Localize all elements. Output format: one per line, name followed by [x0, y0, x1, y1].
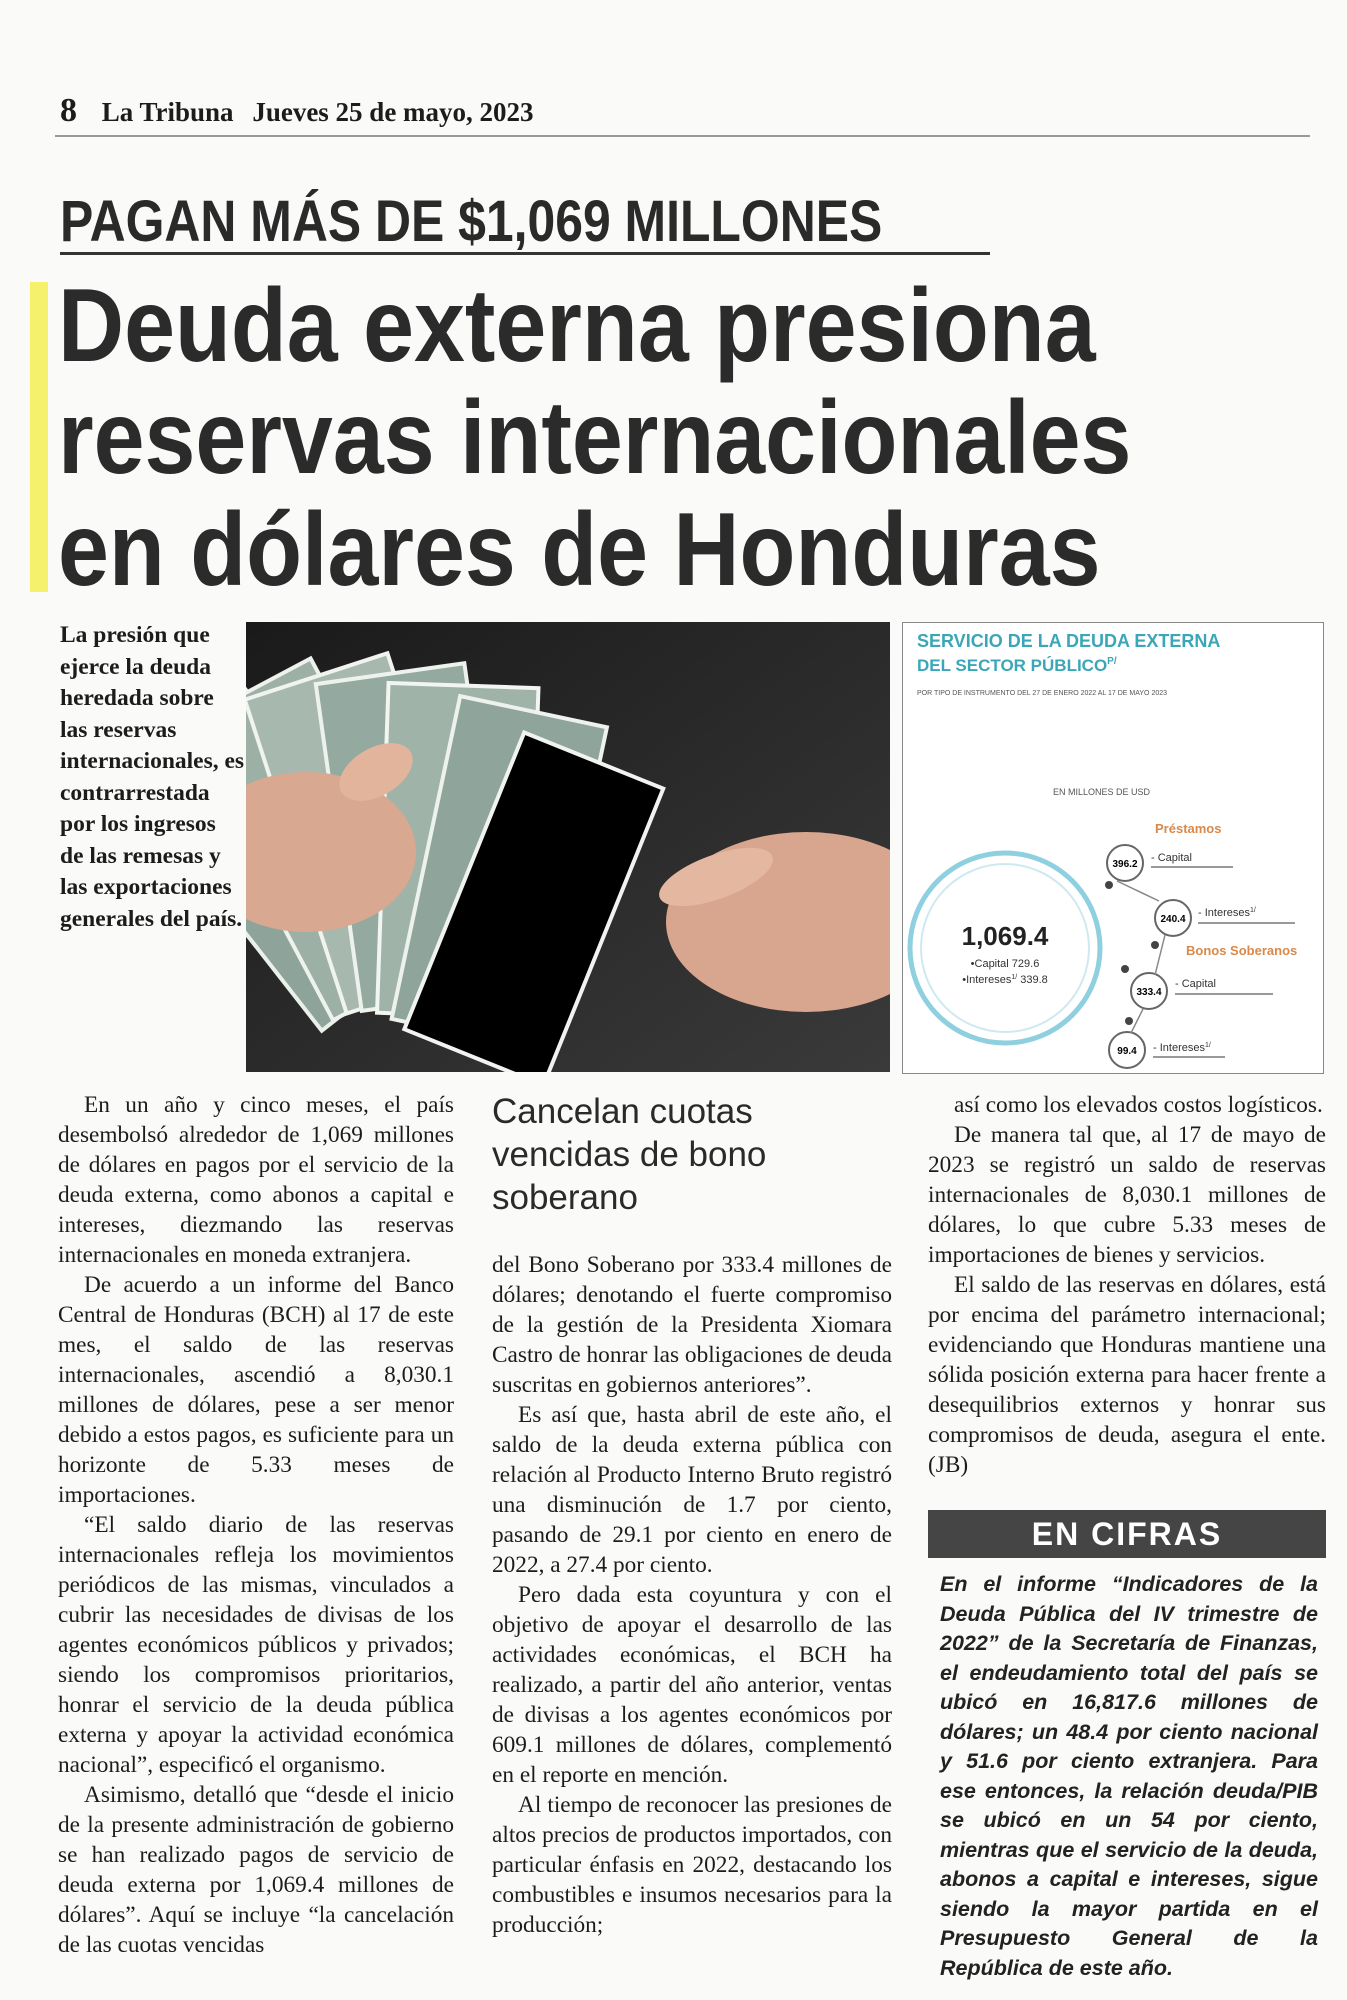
paragraph: De manera tal que, al 17 de mayo de 2023 se registró un saldo de reservas internacionales de 8,030.1 millones de dólares, lo que cubre 5.33 meses de importaciones de bienes y servicios. [928, 1122, 1326, 1268]
article-column-3 [928, 1090, 1326, 1480]
masthead-rule [55, 135, 1310, 137]
total-capital: •Capital 729.6 [970, 958, 1040, 970]
prestamos-intereses-label: - Intereses$^{1/}$ [1198, 907, 1256, 919]
deck-summary: La presión que ejerce la deuda heredada sobre las reservas internacionales, es contrarrestada por los ingresos de las remesas y las exportaciones generales del país. [60, 622, 245, 932]
article-column-1 [58, 1090, 454, 1960]
prestamos-label: Préstamos [1155, 821, 1222, 836]
paragraph: así como los elevados costos logísticos. [954, 1092, 1323, 1118]
page-number: 8 [60, 92, 77, 129]
paragraph: En un año y cinco meses, el país desembolsó alrededor de 1,069 millones de dólares en pagos por el servicio de la deuda externa, como abonos a capital e intereses, diezmando las reservas internacionales en moneda extranjera. [58, 1092, 454, 1268]
article-column-2 [492, 1250, 892, 1940]
bonos-capital-value: 333.4 [1136, 987, 1162, 998]
total-value: 1,069.4 [961, 921, 1049, 951]
bonos-intereses-value: 99.4 [1117, 1046, 1137, 1057]
bonos-capital-label: - Capital [1175, 978, 1216, 990]
prestamos-intereses-value: 240.4 [1160, 914, 1186, 925]
total-intereses: •Intereses$^{1/}$ 339.8 [962, 974, 1048, 986]
bonos-label: Bonos Soberanos [1186, 943, 1298, 958]
paragraph: Al tiempo de reconocer las presiones de altos precios de productos importados, con particular énfasis en 2022, destacando los combustibles e insumos necesarios para la producción; [492, 1792, 892, 1938]
publication-name: La Tribuna [101, 97, 234, 127]
headline [58, 270, 1338, 606]
masthead [60, 92, 1300, 132]
paragraph: De acuerdo a un informe del Banco Central de Honduras (BCH) al 17 de este mes, el saldo de las reservas internacionales, ascendió a 8,030.1 millones de dólares, pese a ser menor debido a estos pagos, es suficiente para un horizonte de 5.33 meses de importaciones. [58, 1272, 454, 1508]
graphic-title-1: SERVICIO DE LA DEUDA EXTERNA [917, 631, 1221, 651]
headline-line-1: Deuda externa presiona [58, 268, 1096, 384]
prestamos-capital-value: 396.2 [1112, 859, 1138, 870]
graphic-units: EN MILLONES DE USD [1053, 787, 1151, 797]
en-cifras-title: EN CIFRAS [928, 1510, 1326, 1558]
paragraph: “El saldo diario de las reservas internacionales refleja los movimientos periódicos de las mismas, vinculados a cubrir las necesidades de divisas de los agentes económicos públicos y privados; siendo los compromisos prioritarios, honrar el servicio de la deuda pública externa y apoyar la actividad económica nacional”, especificó el organismo. [58, 1512, 454, 1778]
highlighter-mark [30, 282, 48, 592]
paragraph: Asimismo, detalló que “desde el inicio de la presente administración de gobierno se han realizado pagos de servicio de deuda externa por 1,069.4 millones de dólares”. Aquí se incluye “la cancelación de las cuotas vencidas [58, 1782, 454, 1958]
en-cifras-text: En el informe “Indicadores de la Deuda Pública del IV trimestre de 2022” de la Secretaría de Finanzas, el endeudamiento total del país se ubicó en 16,817.6 millones de dólares; un 48.4 por ciento nacional y 51.6 por ciento extranjera. Para ese entonces, la relación deuda/PIB se ubicó en un 54 por ciento, mientras que el servicio de la deuda, abonos a capital e intereses, sigue siendo la mayor partida en el Presupuesto General de la República de este año. [940, 1572, 1318, 1980]
kicker: PAGAN MÁS DE $1,069 MILLONES [60, 189, 883, 254]
headline-line-2: reservas internacionales [58, 380, 1132, 496]
graphic-title-2: DEL SECTOR $PÚBLICO^{P/}$ [917, 656, 1117, 675]
issue-date: Jueves 25 de mayo, 2023 [252, 97, 534, 127]
paragraph: Es así que, hasta abril de este año, el saldo de la deuda externa pública con relación al Producto Interno Bruto registró una disminución de 1.7 por ciento, pasando de 29.1 por ciento en enero de 2022, a 27.4 por ciento. [492, 1402, 892, 1578]
paragraph: El saldo de las reservas en dólares, está por encima del parámetro internacional; evidenciando que Honduras mantiene una sólida posición externa para hacer frente a desequilibrios externos y honrar sus compromisos de deuda, asegura el ente. (JB) [928, 1272, 1326, 1478]
dollar-bills-illustration [246, 622, 890, 1072]
bonos-intereses-label: - Intereses$^{1/}$ [1153, 1042, 1211, 1054]
debt-service-infographic [902, 622, 1324, 1074]
prestamos-capital-label: - Capital [1151, 852, 1192, 864]
paragraph: del Bono Soberano por 333.4 millones de dólares; denotando el fuerte compromiso de la gestión de la Presidenta Xiomara Castro de honrar las obligaciones de deuda suscritas en gobiernos anteriores”. [492, 1252, 892, 1398]
paragraph: Pero dada esta coyuntura y con el objetivo de apoyar el desarrollo de las actividades económicas, el BCH ha realizado, a partir del año anterior, ventas de divisas a los agentes económicos por 609.1 millones de dólares, complementó en el reporte en mención. [492, 1582, 892, 1788]
graphic-subtitle: POR TIPO DE INSTRUMENTO DEL 27 DE ENERO 2022 AL 17 DE MAYO 2023 [917, 690, 1168, 697]
money-photo [246, 622, 890, 1072]
subheading: Cancelan cuotas vencidas de bono soberano [492, 1092, 767, 1217]
kicker-underline [60, 252, 990, 255]
headline-line-3: en dólares de Honduras [58, 492, 1101, 608]
